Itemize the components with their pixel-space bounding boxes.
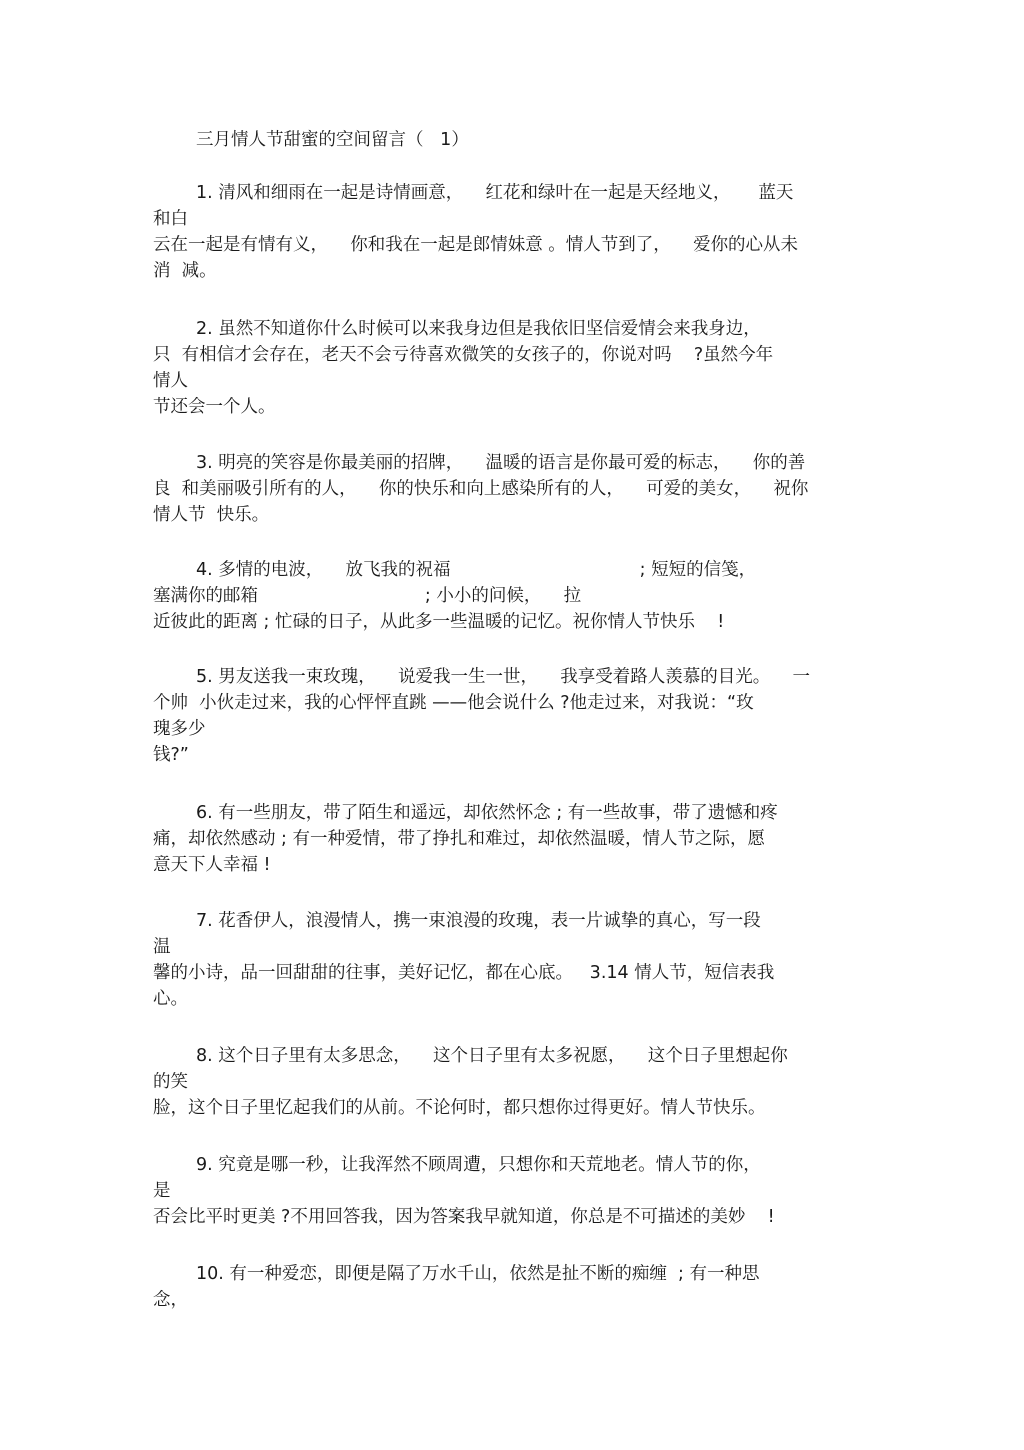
paragraph-line: 9. 究竟是哪一秒，让我浑然不顾周遭，只想你和天荒地老。情人节的你， [196,1155,761,1175]
paragraph-line: 近彼此的距离 ; 忙碌的日子，从此多一些温暖的记忆。祝你情人节快乐 ! [153,612,725,632]
paragraph-line: 念， [153,1290,188,1310]
paragraph-line: 良 和美丽吸引所有的人， 你的快乐和向上感染所有的人， 可爱的美女， 祝你 [153,479,809,499]
paragraph-line: 和白 [153,209,188,229]
paragraph-line: 瑰多少 [153,719,206,739]
paragraph-line: 5. 男友送我一束玫瑰， 说爱我一生一世， 我享受着路人羡慕的目光。 一 [196,667,811,687]
paragraph-line: 节还会一个人。 [153,397,276,417]
paragraph-line: 10. 有一种爱恋，即便是隔了万水千山，依然是扯不断的痴缠 ; 有一种思 [196,1264,760,1284]
paragraph-line: 情人 [153,371,188,391]
paragraph-line: 馨的小诗，品一回甜甜的往事，美好记忆，都在心底。 3.14 情人节，短信表我 [153,963,775,983]
paragraph-line: 2. 虽然不知道你什么时候可以来我身边但是我依旧坚信爱情会来我身边， [196,319,761,339]
paragraph-6 [153,800,873,878]
paragraph-4 [153,557,873,635]
paragraph-10 [153,1261,873,1313]
paragraph-8 [153,1043,873,1121]
paragraph-9 [153,1152,873,1230]
paragraph-line: 云在一起是有情有义， 你和我在一起是郎情妹意 。情人节到了， 爱你的心从未 [153,235,799,255]
paragraph-1 [153,180,873,284]
document-title: 三月情人节甜蜜的空间留言（ 1） [196,130,469,150]
paragraph-7 [153,908,873,1012]
paragraph-line: 个帅 小伙走过来，我的心怦怦直跳 ——他会说什么 ?他走过来，对我说：“玫 [153,693,754,713]
paragraph-3 [153,450,873,528]
paragraph-line: 温 [153,937,171,957]
paragraph-line: 塞满你的邮箱 ; 小小的问候， 拉 [153,586,582,606]
paragraph-line: 3. 明亮的笑容是你最美丽的招牌， 温暖的语言是你最可爱的标志， 你的善 [196,453,806,473]
paragraph-line: 否会比平时更美 ?不用回答我，因为答案我早就知道，你总是不可描述的美妙 ! [153,1207,775,1227]
paragraph-line: 是 [153,1181,171,1201]
paragraph-line: 痛，却依然感动 ; 有一种爱情，带了挣扎和难过，却依然温暖，情人节之际，愿 [153,829,766,849]
paragraph-line: 钱?” [153,745,189,765]
paragraph-line: 只 有相信才会存在，老天不会亏待喜欢微笑的女孩子的，你说对吗 ?虽然今年 [153,345,774,365]
paragraph-line: 情人节 快乐。 [153,505,270,525]
paragraph-line: 的笑 [153,1072,188,1092]
paragraph-line: 意天下人幸福 ! [153,855,271,875]
paragraph-line: 6. 有一些朋友，带了陌生和遥远，却依然怀念 ; 有一些故事，带了遗憾和疼 [196,803,778,823]
paragraph-line: 1. 清风和细雨在一起是诗情画意， 红花和绿叶在一起是天经地义， 蓝天 [196,183,794,203]
paragraph-line: 4. 多情的电波， 放飞我的祝福 ; 短短的信笺， [196,560,757,580]
paragraph-2 [153,316,873,420]
paragraph-line: 脸，这个日子里忆起我们的从前。不论何时，都只想你过得更好。情人节快乐。 [153,1098,766,1118]
paragraph-line: 8. 这个日子里有太多思念， 这个日子里有太多祝愿， 这个日子里想起你 [196,1046,788,1066]
paragraph-line: 心。 [153,989,188,1009]
paragraph-5 [153,664,873,768]
paragraph-line: 消 减。 [153,261,217,281]
paragraph-line: 7. 花香伊人，浪漫情人，携一束浪漫的玫瑰，表一片诚挚的真心，写一段 [196,911,761,931]
